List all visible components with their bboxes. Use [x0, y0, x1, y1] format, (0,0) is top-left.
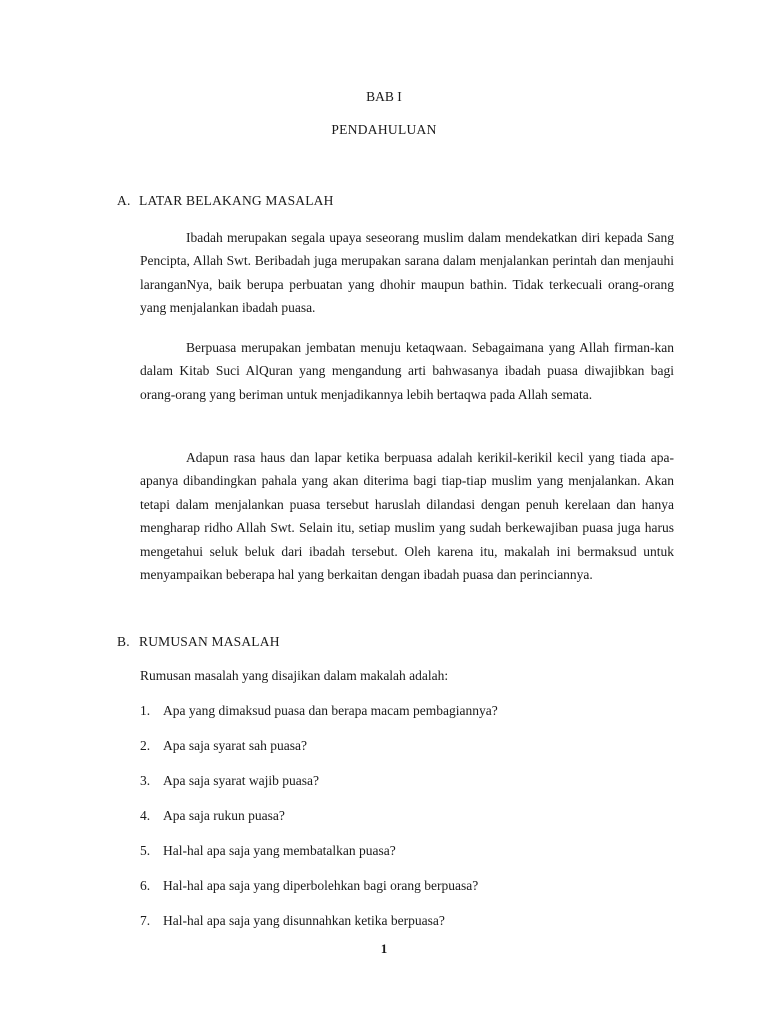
section-b-marker: B.: [117, 634, 130, 649]
list-item-number: 6.: [140, 878, 151, 893]
section-b-title: RUMUSAN MASALAH: [139, 634, 280, 649]
paragraph-1-text: Ibadah merupakan segala upaya seseorang muslim dalam mendekatkan diri kepada Sang Pencipta, Allah Swt. Beribadah juga merupakan sarana dalam menjalankan perintah dan menjauhi laranganNya, baik berupa perbuatan yang dhohir maupun bathin. Tidak terkecuali orang-orang yang menjalankan ibadah puasa.: [140, 230, 674, 316]
list-item-number: 3.: [140, 773, 151, 788]
list-item-text: Apa yang dimaksud puasa dan berapa macam pembagiannya?: [163, 703, 498, 718]
list-item-number: 5.: [140, 843, 151, 858]
page-number: 1: [380, 941, 388, 956]
list-item-text: Hal-hal apa saja yang disunnahkan ketika berpuasa?: [163, 913, 445, 928]
list-item-text: Apa saja syarat wajib puasa?: [163, 773, 319, 788]
paragraph-2: [140, 336, 674, 406]
section-a-marker: A.: [117, 193, 131, 208]
list-item-number: 4.: [140, 808, 151, 823]
list-item-number: 1.: [140, 703, 151, 718]
paragraph-3-text: Adapun rasa haus dan lapar ketika berpuasa adalah kerikil-kerikil kecil yang tiada apa-apanya dibandingkan pahala yang akan diterima bagi tiap-tiap muslim yang menjalankan. Akan tetapi dalam menjalankan puasa tersebut haruslah dilandasi dengan penuh kerelaan dan hanya mengharap ridho Allah Swt. Selain itu, setiap muslim yang sudah berkewajiban puasa juga harus mengetahui seluk beluk dari ibadah tersebut. Oleh karena itu, makalah ini bermaksud untuk menyampaikan beberapa hal yang berkaitan dengan ibadah puasa dan perinciannya.: [140, 450, 674, 583]
chapter-label: BAB I: [366, 89, 402, 104]
paragraph-1: [140, 226, 674, 320]
list-item-text: Apa saja rukun puasa?: [163, 808, 285, 823]
list-item-text: Apa saja syarat sah puasa?: [163, 738, 307, 753]
list-item: [140, 703, 498, 738]
section-a-title: LATAR BELAKANG MASALAH: [139, 193, 334, 208]
list-item-number: 7.: [140, 913, 151, 928]
section-a-heading: [117, 193, 334, 209]
paragraph-2-text: Berpuasa merupakan jembatan menuju ketaqwaan. Sebagaimana yang Allah firman-kan dalam Kitab Suci AlQuran yang mengandung arti bahwasanya ibadah puasa diwajibkan bagi orang-orang yang beriman untuk menjadikannya lebih bertaqwa pada Allah semata.: [140, 340, 674, 402]
paragraph-3: [140, 446, 674, 586]
list-item-text: Hal-hal apa saja yang membatalkan puasa?: [163, 843, 396, 858]
list-item: [140, 738, 498, 773]
problem-list: [140, 703, 498, 948]
list-item: [140, 843, 498, 878]
chapter-title: PENDAHULUAN: [331, 122, 437, 137]
section-b-heading: [117, 634, 280, 650]
section-b-intro: Rumusan masalah yang disajikan dalam makalah adalah:: [140, 668, 449, 683]
list-item: [140, 878, 498, 913]
list-item: [140, 808, 498, 843]
list-item: [140, 773, 498, 808]
list-item-number: 2.: [140, 738, 151, 753]
list-item-text: Hal-hal apa saja yang diperbolehkan bagi orang berpuasa?: [163, 878, 479, 893]
